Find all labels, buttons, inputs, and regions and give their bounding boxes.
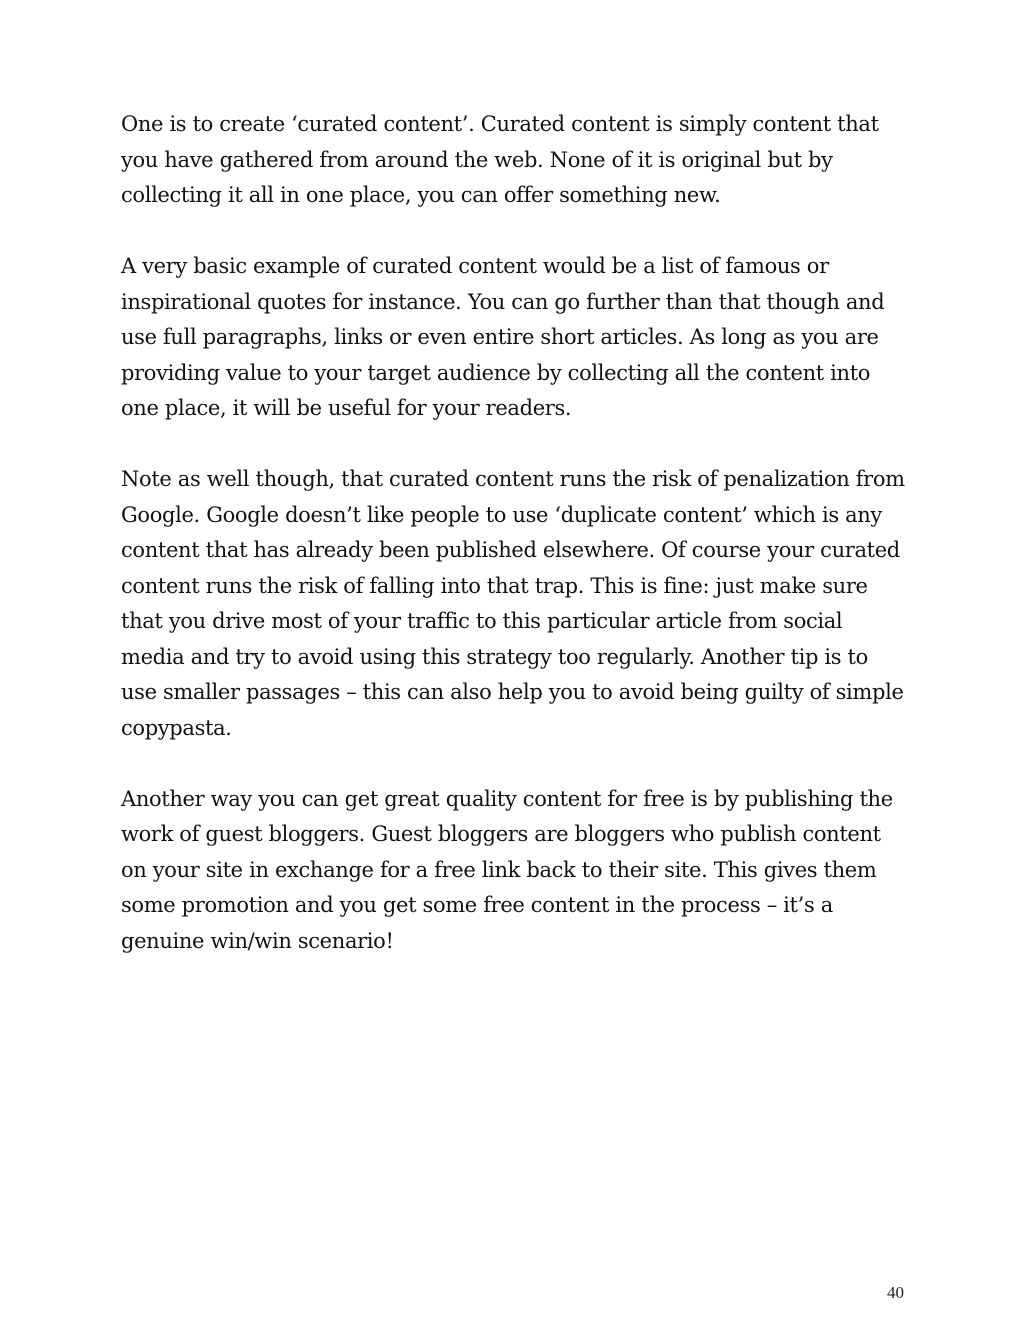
body-text — [121, 107, 905, 995]
text-line: providing value to your target audience by collecting all the content into — [121, 360, 871, 385]
text-line: Note as well though, that curated content runs the risk of penalization from — [121, 467, 905, 491]
text-line: you have gathered from around the web. None of it is original but by — [121, 147, 833, 172]
text-line: use smaller passages – this can also help you to avoid being guilty of simple — [121, 680, 904, 704]
text-line: work of guest bloggers. Guest bloggers are bloggers who publish content — [121, 822, 881, 846]
text-line: Google. Google doesn’t like people to use ‘duplicate content’ which is any — [121, 502, 882, 527]
text-line: use full paragraphs, links or even entire short articles. As long as you are — [121, 325, 879, 349]
text-line: inspirational quotes for instance. You can go further than that though and — [121, 289, 885, 314]
text-line: collecting it all in one place, you can offer something new. — [121, 183, 721, 207]
paragraph-duplicate-content-note — [121, 462, 905, 746]
text-line: Another way you can get great quality content for free is by publishing the — [121, 786, 893, 811]
text-line: one place, it will be useful for your readers. — [121, 396, 572, 420]
text-line: that you drive most of your traffic to this particular article from social — [121, 609, 843, 633]
text-line: media and try to avoid using this strategy too regularly. Another tip is to — [121, 644, 868, 669]
page-number: 40 — [887, 1283, 904, 1302]
text-line: on your site in exchange for a free link back to their site. This gives them — [121, 857, 877, 882]
paragraph-curated-content-example — [121, 249, 901, 427]
paragraph-curated-content-intro — [121, 107, 901, 214]
text-line: One is to create ‘curated content’. Curated content is simply content that — [121, 112, 879, 136]
text-line: A very basic example of curated content would be a list of famous or — [121, 254, 829, 278]
text-line: copypasta. — [121, 715, 232, 740]
text-line: some promotion and you get some free content in the process – it’s a — [121, 893, 833, 917]
paragraph-guest-bloggers — [121, 782, 901, 960]
text-line: content runs the risk of falling into that trap. This is fine: just make sure — [121, 573, 868, 598]
text-line: content that has already been published elsewhere. Of course your curated — [121, 538, 900, 562]
text-line: genuine win/win scenario! — [121, 928, 394, 953]
